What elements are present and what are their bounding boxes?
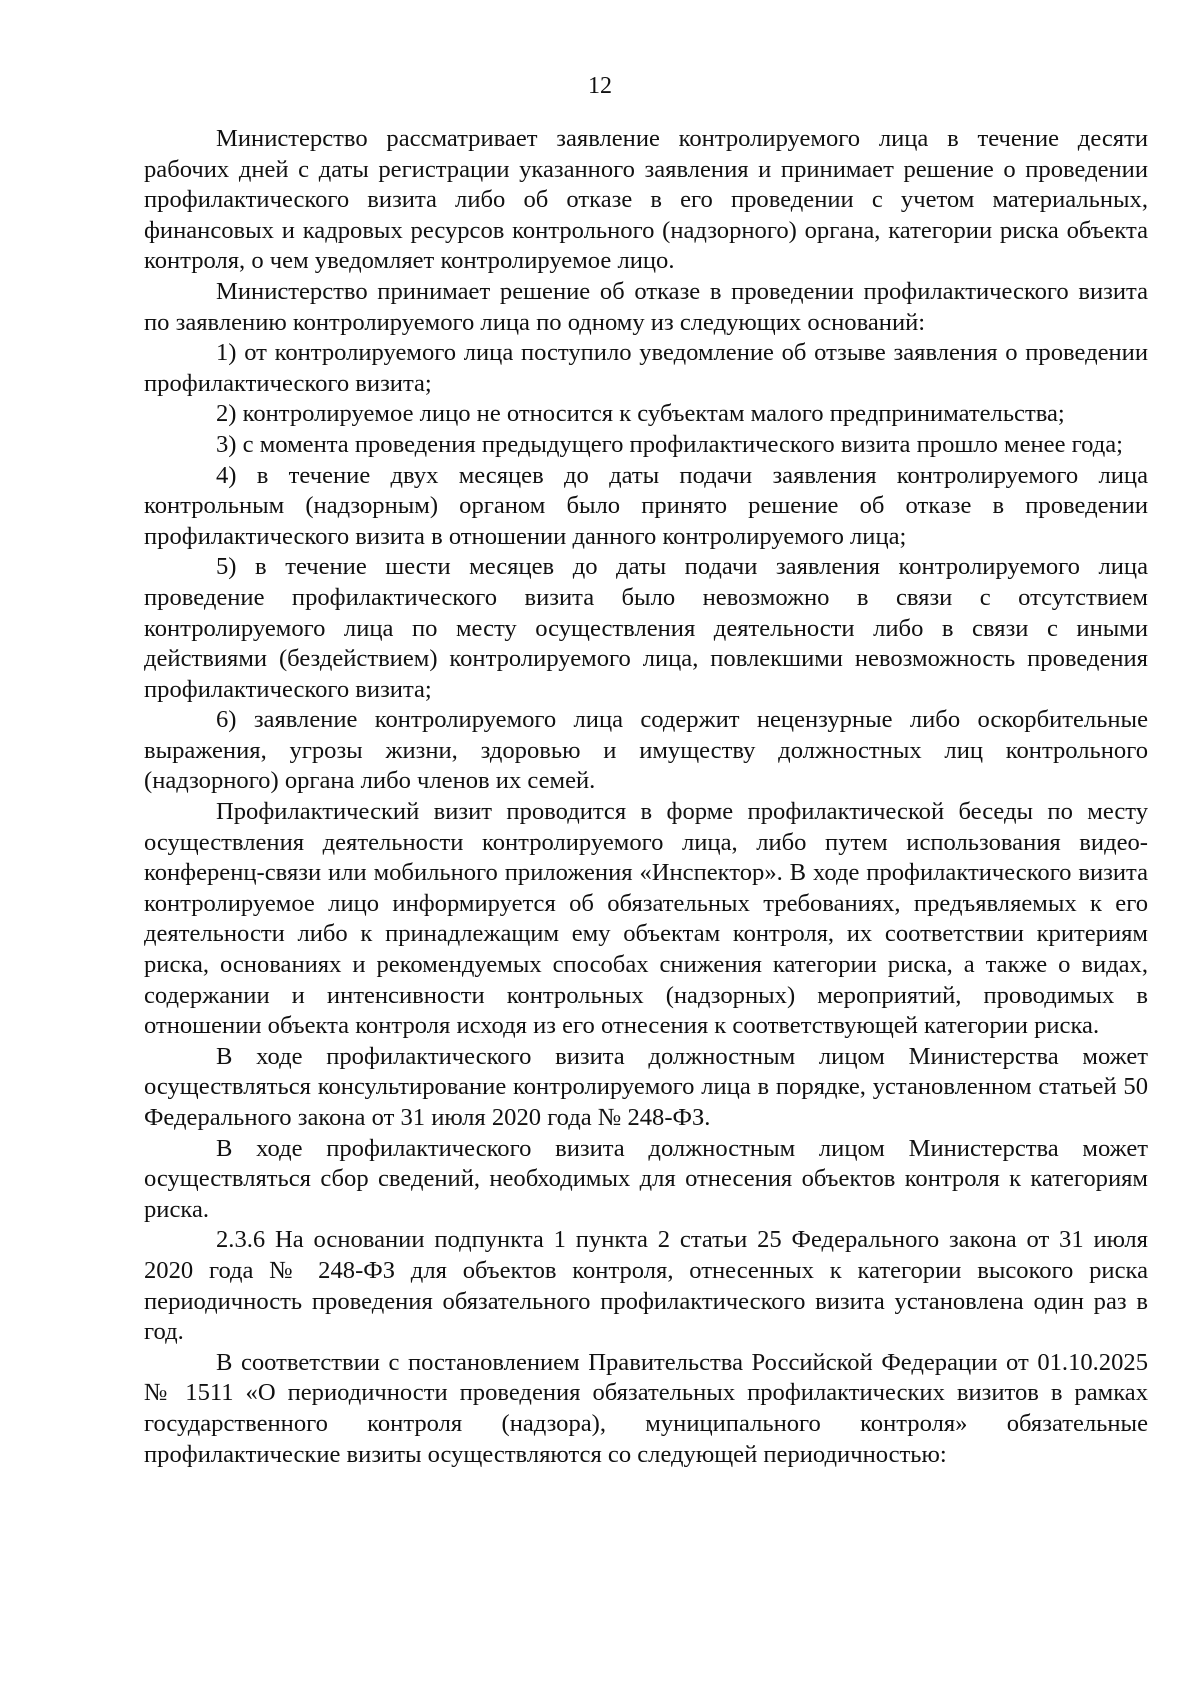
list-item-ground-6: 6) заявление контролируемого лица содержит нецензурные либо оскорбительные выражения, угрозы жизни, здоровью и имуществу должностных лиц контрольного (надзорного) органа либо членов их семей. <box>144 706 1148 795</box>
paragraph-refusal-grounds-intro: Министерство принимает решение об отказе в проведении профилактического визита по заявлению контролируемого лица по одному из следующих оснований: <box>144 277 1148 336</box>
paragraph-information-collection: В ходе профилактического визита должностным лицом Министерства может осуществляться сбор сведений, необходимых для отнесения объектов контроля к категориям риска. <box>144 1134 1148 1223</box>
list-item-ground-1: 1) от контролируемого лица поступило уведомление об отзыве заявления о проведении профилактического визита; <box>144 339 1148 397</box>
paragraph-section-2-3-6: 2.3.6 На основании подпункта 1 пункта 2 статьи 25 Федерального закона от 31 июля 2020 года № 248-ФЗ для объектов контроля, отнесенных к категории высокого риска периодичность проведения обязательного профилактического визита установлена один раз в год. <box>144 1226 1148 1346</box>
page-number: 12 <box>588 73 612 99</box>
paragraph-review-period: Министерство рассматривает заявление контролируемого лица в течение десяти рабочих дней с даты регистрации указанного заявления и принимает решение о проведении профилактического визита либо об отказе в его проведении с учетом материальных, финансовых и кадровых ресурсов контрольного (надзорного) органа, категории риска объекта контроля, о чем уведомляет контролируемое лицо. <box>144 125 1148 275</box>
list-item-ground-4: 4) в течение двух месяцев до даты подачи заявления контролируемого лица контрольным (надзорным) органом было принято решение об отказе в проведении профилактического визита в отношении данного контролируемого лица; <box>144 461 1148 550</box>
list-item-ground-5: 5) в течение шести месяцев до даты подачи заявления контролируемого лица проведение профилактического визита было невозможно в связи с отсутствием контролируемого лица по месту осуществления деятельности либо в связи с иными действиями (бездействием) контролируемого лица, повлекшими невозможность проведения профилактического визита; <box>144 553 1148 703</box>
paragraph-periodicity: В соответствии с постановлением Правительства Российской Федерации от 01.10.2025 № 1511 «О периодичности проведения обязательных профилактических визитов в рамках государственного контроля (надзора), муниципального контроля» обязательные профилактические визиты осуществляются со следующей периодичностью: <box>144 1348 1148 1468</box>
list-item-ground-3: 3) с момента проведения предыдущего профилактического визита прошло менее года; <box>216 430 1123 458</box>
list-item-ground-2: 2) контролируемое лицо не относится к субъектам малого предпринимательства; <box>216 400 1065 428</box>
paragraph-visit-form: Профилактический визит проводится в форме профилактической беседы по месту осуществления деятельности контролируемого лица, либо путем использования видео-конференц-связи или мобильного приложения «Инспектор». В ходе профилактического визита контролируемое лицо информируется об обязательных требованиях, предъявляемых к его деятельности либо к принадлежащим ему объектам контроля, их соответствии критериям риска, основаниях и рекомендуемых способах снижения категории риска, а также о видах, содержании и интенсивности контрольных (надзорных) мероприятий, проводимых в отношении объекта контроля исходя из его отнесения к соответствующей категории риска. <box>144 798 1148 1040</box>
paragraph-consultation: В ходе профилактического визита должностным лицом Министерства может осуществляться консультирование контролируемого лица в порядке, установленном статьей 50 Федерального закона от 31 июля 2020 года № 248-ФЗ. <box>144 1042 1148 1131</box>
document-body <box>144 124 1148 1470</box>
